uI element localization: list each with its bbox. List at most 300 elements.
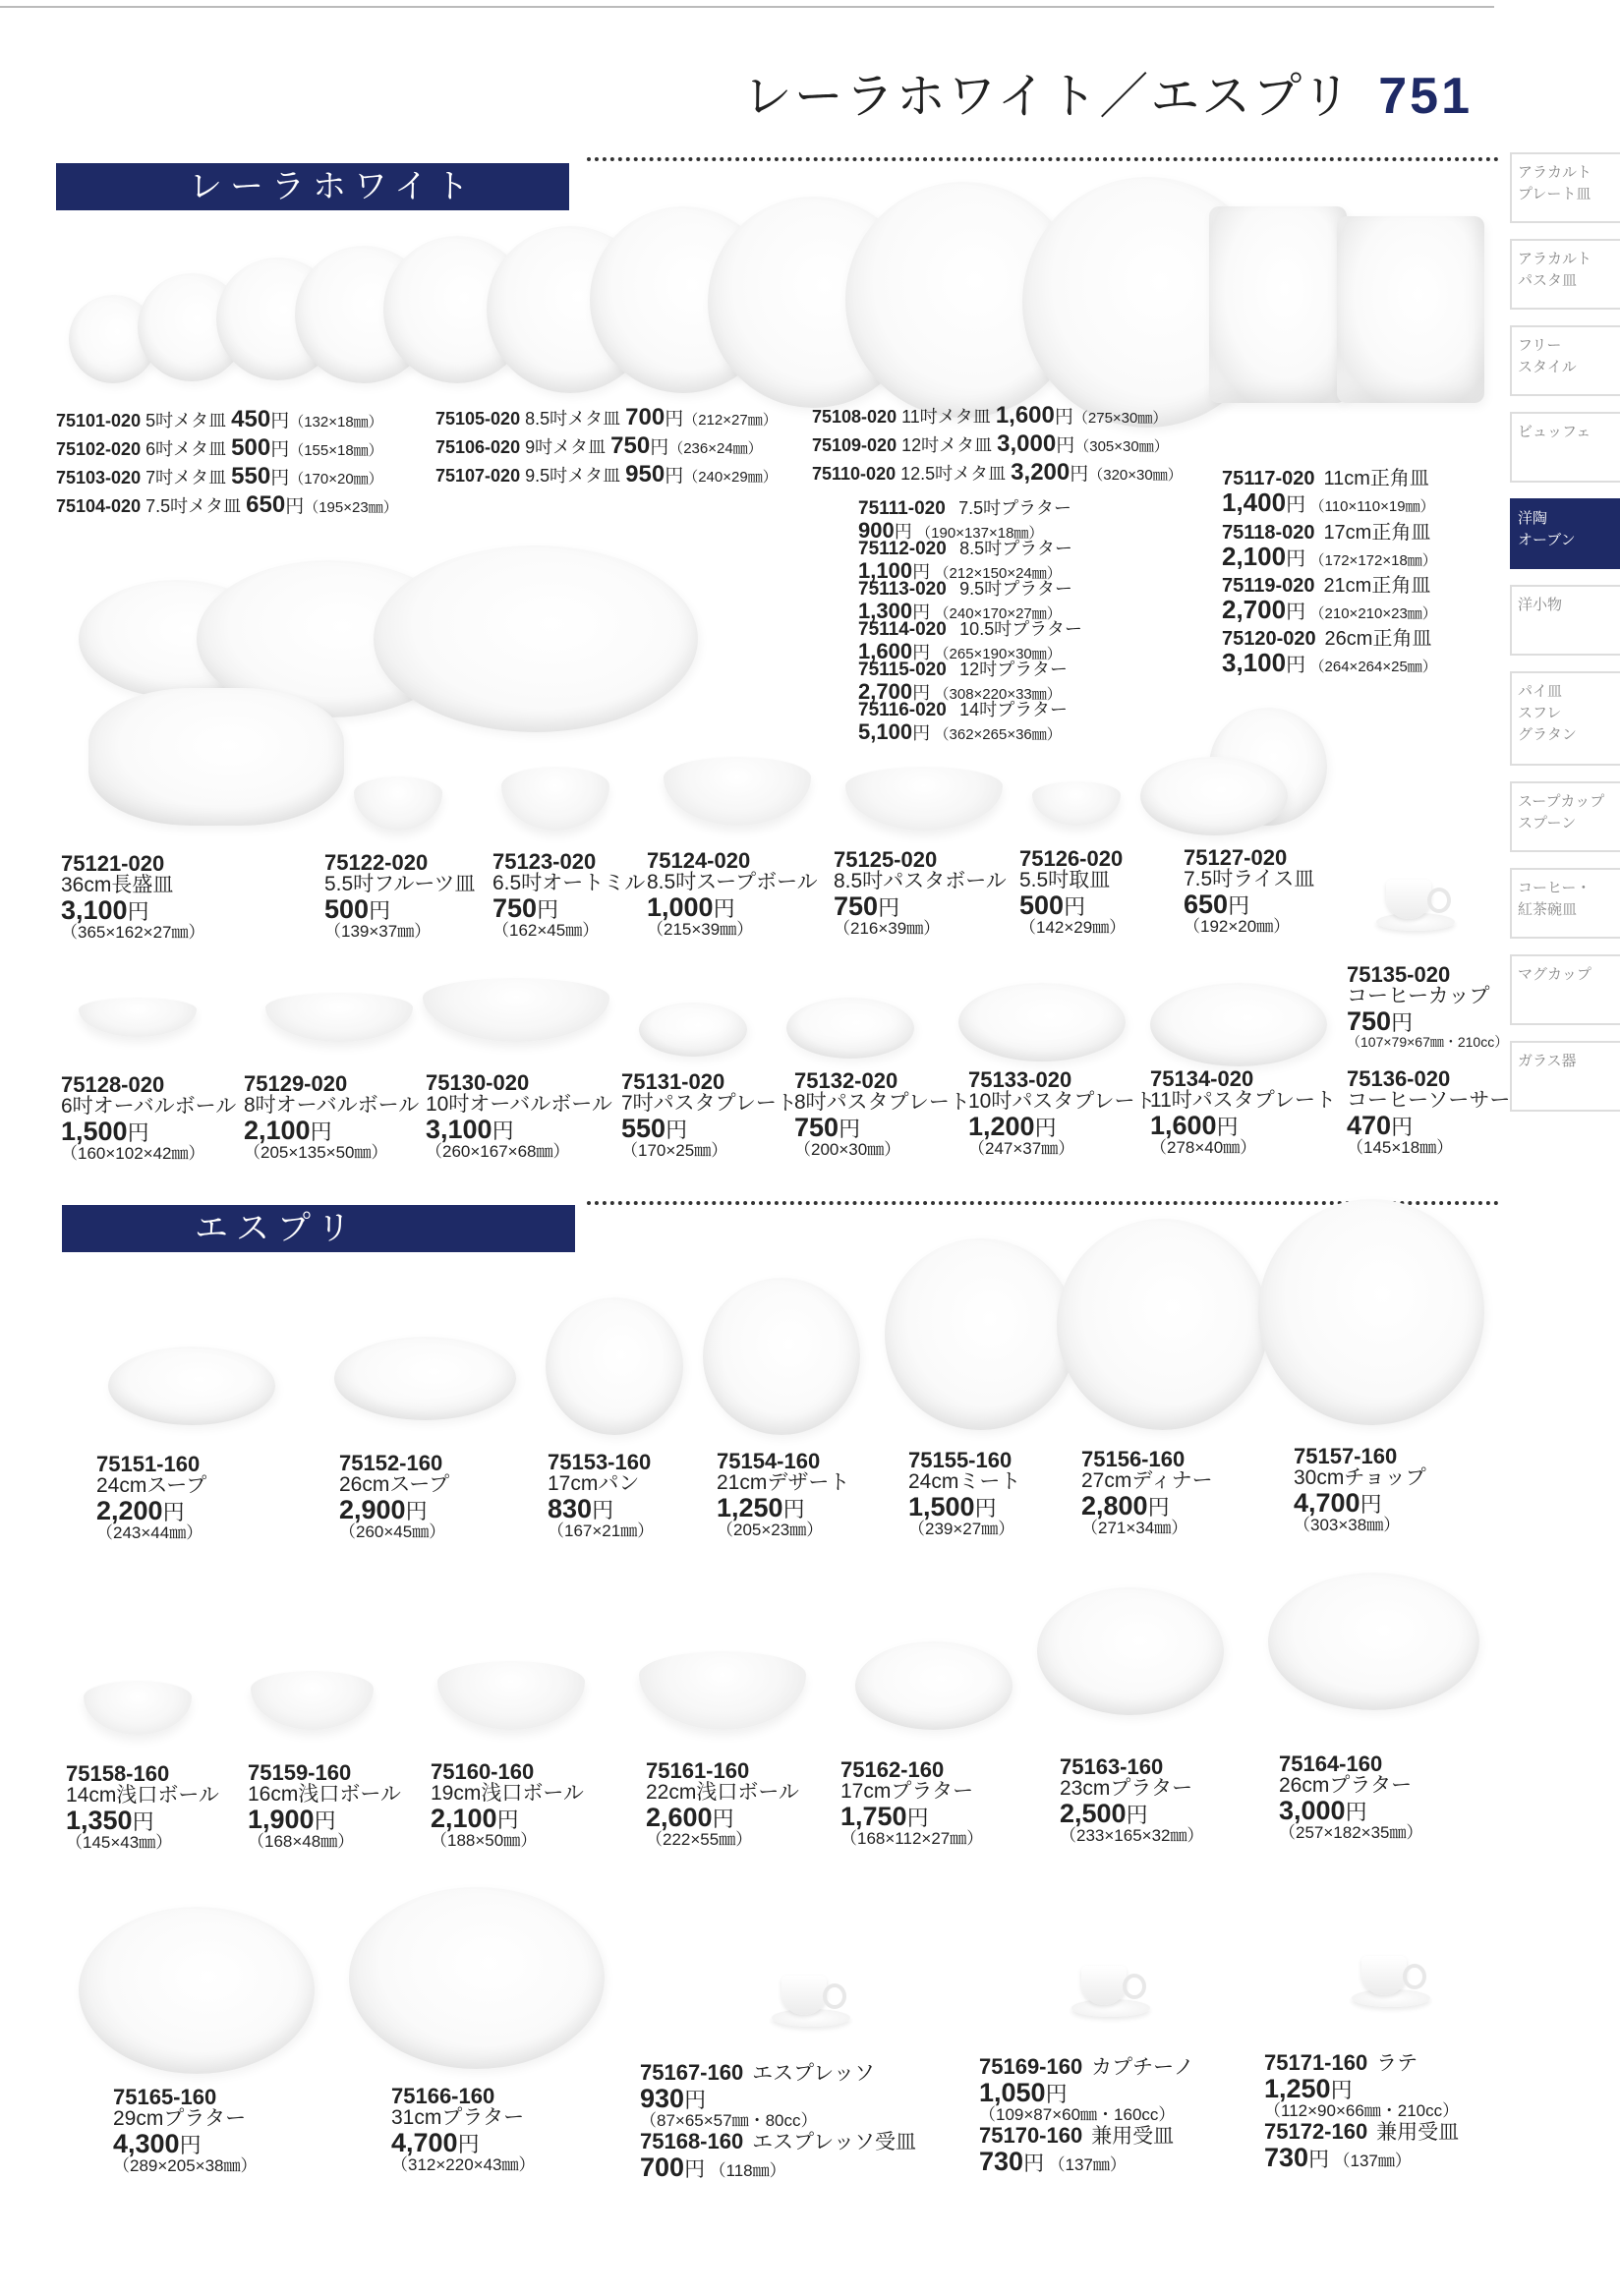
product-dimensions: （172×172×18㎜）: [1309, 552, 1437, 569]
product-code: 75104-020: [56, 496, 142, 516]
plate-photo: [885, 1238, 1076, 1430]
product-price: 470: [1347, 1111, 1392, 1141]
product-item: [621, 1070, 797, 1160]
product-code: 75106-020: [435, 437, 521, 457]
product-dimensions: （320×30㎜）: [1088, 467, 1183, 484]
yen-unit: 円: [684, 2088, 707, 2113]
list-item: [858, 701, 1068, 744]
product-name: 21cmデザート: [717, 1471, 850, 1495]
product-dimensions: （132×18㎜）: [289, 414, 383, 430]
product-name: 6.5吋オートミル: [492, 872, 646, 895]
plate-photo: [1057, 1219, 1268, 1430]
product-code: 75112-020: [858, 539, 947, 559]
product-dimensions: （312×220×43㎜）: [391, 2155, 536, 2175]
soup-plate-photo: [334, 1337, 516, 1420]
cup-item: [979, 2055, 1194, 2176]
side-tab-free-style[interactable]: [1510, 325, 1620, 396]
yen-unit: 円: [650, 437, 669, 458]
product-dimensions: （271×34㎜）: [1081, 1519, 1188, 1538]
product-item: [244, 1072, 419, 1162]
saucer-name: エスプレッソ受皿: [752, 2131, 917, 2154]
product-name: ラテ: [1376, 2052, 1418, 2075]
bowl-photo: [437, 1661, 585, 1730]
list-item: [56, 462, 383, 493]
saucer-name: 兼用受皿: [1376, 2121, 1460, 2145]
product-code: 75163-160: [1060, 1754, 1164, 1779]
product-code: 75111-020: [858, 498, 946, 519]
yen-unit: 円: [665, 1118, 688, 1143]
product-item: [391, 2085, 536, 2174]
side-index: [1510, 152, 1620, 1127]
platter-photo: [1268, 1573, 1479, 1710]
product-name: 29cmプラター: [113, 2107, 247, 2131]
product-name: 8.5吋パスタボール: [834, 870, 1007, 893]
yen-unit: 円: [1064, 894, 1086, 920]
product-code: 75133-020: [968, 1067, 1072, 1092]
yen-unit: 円: [1360, 1492, 1382, 1518]
saucer-code: 75170-160: [979, 2123, 1083, 2149]
product-price: 1,250: [1264, 2074, 1331, 2104]
product-code: 75117-020: [1222, 468, 1315, 489]
yen-unit: 円: [1345, 1800, 1367, 1825]
product-code: 75131-020: [621, 1069, 725, 1094]
yen-unit: 円: [314, 1808, 336, 1834]
product-dimensions: （264×264×25㎜）: [1309, 659, 1437, 675]
product-name: 8.5吋メタ皿: [525, 409, 621, 429]
yen-unit: 円: [1286, 494, 1306, 516]
product-dimensions: （205×135×50㎜）: [244, 1143, 388, 1163]
list-item: [812, 430, 1169, 461]
oval-bowl-photo: [423, 978, 609, 1042]
list-item: [858, 540, 1072, 583]
product-code: 75110-020: [812, 464, 897, 484]
product-dimensions: （145×18㎜）: [1347, 1138, 1454, 1158]
product-name: 8.5吋スープボール: [647, 871, 818, 894]
product-code: 75127-020: [1184, 845, 1288, 870]
product-code: 75120-020: [1222, 628, 1316, 650]
cup-shape: [1361, 1956, 1407, 1995]
product-name: 5.5吋取皿: [1019, 869, 1111, 892]
product-item: [1279, 1752, 1423, 1842]
yen-unit: 円: [127, 899, 149, 925]
side-tab-label: 洋小物: [1518, 597, 1563, 613]
plate-photo: [703, 1278, 860, 1435]
yen-unit: 円: [1308, 2149, 1330, 2172]
saucer-price: 730: [1264, 2143, 1309, 2173]
product-name: 12.5吋メタ皿: [900, 464, 1007, 484]
section-band-espri: エスプリ: [62, 1205, 575, 1252]
yen-unit: 円: [1045, 2082, 1068, 2107]
product-dimensions: （260×45㎜）: [339, 1522, 446, 1542]
product-code: 75134-020: [1150, 1066, 1254, 1091]
yen-unit: 円: [1391, 1115, 1414, 1140]
product-price: 750: [492, 893, 538, 924]
product-code: 75115-020: [858, 660, 947, 680]
product-name: 7吋メタ皿: [145, 468, 227, 488]
product-code: 75125-020: [834, 847, 938, 872]
product-name: 11cm正角皿: [1323, 468, 1429, 489]
yen-unit: 円: [1228, 893, 1250, 919]
side-tab-label: フリー スタイル: [1518, 337, 1577, 375]
yen-unit: 円: [127, 1120, 149, 1146]
product-item: [548, 1451, 654, 1540]
product-code: 75101-020: [56, 411, 142, 430]
product-item: [840, 1758, 983, 1848]
product-dimensions: （305×30㎜）: [1074, 438, 1169, 455]
side-tab-soup-cup[interactable]: [1510, 781, 1620, 852]
list-item: [435, 431, 763, 463]
product-code: 75159-160: [248, 1760, 352, 1785]
list-item: [435, 403, 778, 434]
plate-photo: [1258, 1199, 1484, 1425]
product-dimensions: （260×167×68㎜）: [426, 1142, 570, 1162]
product-name: 30cmチョップ: [1294, 1466, 1426, 1490]
yen-unit: 円: [270, 468, 290, 488]
product-price: 1,600: [1150, 1111, 1217, 1141]
product-name: 17cmパン: [548, 1472, 640, 1496]
yen-unit: 円: [270, 411, 290, 431]
product-price: 5,100: [858, 718, 913, 744]
yen-unit: 円: [665, 466, 684, 487]
product-dimensions: （192×20㎜）: [1184, 917, 1291, 937]
product-name: 21cm正角皿: [1323, 575, 1431, 597]
yen-unit: 円: [369, 898, 391, 924]
product-price: 1,750: [840, 1802, 907, 1832]
soup-plate-photo: [108, 1347, 275, 1425]
product-dimensions: （240×170×27㎜）: [934, 604, 1062, 622]
product-code: 75113-020: [858, 579, 947, 600]
product-dimensions: （265×190×30㎜）: [934, 645, 1062, 662]
product-dimensions: （107×79×67㎜・210cc）: [1347, 1034, 1509, 1051]
saucer-code: 75172-160: [1264, 2119, 1368, 2145]
product-dimensions: （162×45㎜）: [492, 921, 600, 941]
product-dimensions: （87×65×57㎜・80cc）: [640, 2111, 818, 2131]
product-price: 1,200: [968, 1112, 1035, 1142]
product-price: 2,600: [646, 1803, 713, 1833]
product-item: [431, 1760, 584, 1850]
product-item: [324, 851, 476, 941]
bowl-photo: [664, 757, 811, 826]
bowl-photo: [501, 767, 609, 831]
cup-handle-shape: [1123, 1974, 1146, 1999]
product-code: 75105-020: [435, 409, 521, 429]
side-tab-label: ガラス器: [1518, 1053, 1577, 1069]
product-name: 9.5吋メタ皿: [525, 466, 621, 486]
bowl-photo: [1032, 781, 1121, 826]
product-dimensions: （188×50㎜）: [431, 1831, 538, 1851]
list-item: [56, 405, 383, 436]
yen-unit: 円: [912, 722, 931, 743]
product-price: 1,250: [717, 1493, 783, 1523]
list-item: [812, 401, 1167, 432]
platter-photo: [79, 1907, 315, 2074]
product-name: カプチーノ: [1091, 2056, 1194, 2079]
product-item: [1019, 847, 1126, 937]
product-name: 11吋メタ皿: [901, 407, 991, 427]
product-dimensions: （210×210×23㎜）: [1309, 605, 1437, 622]
product-dimensions: （145×43㎜）: [66, 1833, 173, 1853]
product-name: 11吋パスタプレート: [1150, 1089, 1336, 1113]
side-tab-a-la-carte-plate[interactable]: [1510, 152, 1620, 223]
yen-unit: 円: [1216, 1115, 1239, 1140]
product-code: 75132-020: [794, 1068, 898, 1093]
product-item: [1081, 1448, 1213, 1537]
cup-item: [640, 2061, 916, 2182]
product-name: 5.5吋フルーツ皿: [324, 873, 476, 896]
yen-unit: 円: [162, 1500, 185, 1525]
product-item: [717, 1450, 849, 1539]
product-price: 450: [231, 406, 271, 432]
product-name: 14吋プラター: [959, 700, 1069, 719]
side-tab-glass[interactable]: [1510, 1041, 1620, 1112]
product-name: 12吋メタ皿: [901, 435, 993, 455]
product-item: [1060, 1755, 1204, 1845]
yen-unit: 円: [1054, 407, 1073, 428]
product-dimensions: （362×265×36㎜）: [934, 725, 1062, 743]
product-code: 75152-160: [339, 1451, 443, 1475]
product-name: 7.5吋プラター: [958, 498, 1071, 518]
saucer-dimensions: （118㎜）: [709, 2161, 786, 2181]
product-price: 900: [858, 517, 895, 543]
top-rule: [0, 6, 1494, 8]
yen-unit: 円: [1126, 1803, 1148, 1828]
product-name: 23cmプラター: [1060, 1777, 1193, 1801]
product-item: [646, 1759, 799, 1849]
product-item: [426, 1071, 612, 1161]
product-item: [968, 1068, 1156, 1158]
page-header: [743, 57, 1473, 128]
list-item: [812, 458, 1183, 489]
page-title: レーラホワイト／エスプリ: [742, 69, 1354, 124]
yen-unit: 円: [839, 1117, 861, 1142]
product-price: 1,600: [995, 402, 1055, 429]
saucer-price: 700: [640, 2152, 685, 2183]
yen-unit: 円: [1286, 602, 1306, 623]
product-code: 75161-160: [646, 1758, 750, 1783]
saucer-name: 兼用受皿: [1091, 2125, 1175, 2149]
yen-unit: 円: [974, 1496, 997, 1521]
product-dimensions: （112×90×66㎜・210cc）: [1264, 2101, 1460, 2121]
product-name: 31cmプラター: [391, 2106, 525, 2130]
section-divider: [587, 157, 1499, 161]
product-price: 1,350: [66, 1806, 133, 1836]
product-price: 550: [231, 463, 271, 489]
product-price: 2,900: [339, 1495, 406, 1525]
product-price: 2,700: [858, 678, 913, 704]
product-code: 75102-020: [56, 439, 142, 459]
product-name: 36cm長盛皿: [61, 874, 174, 897]
platter-photo: [349, 1887, 605, 2069]
yen-unit: 円: [179, 2133, 202, 2158]
product-price: 1,100: [858, 557, 913, 583]
product-name: コーヒーカップ: [1347, 985, 1490, 1008]
platter-photo: [374, 545, 698, 732]
product-name: 9.5吋プラター: [959, 579, 1073, 599]
product-price: 2,700: [1222, 595, 1287, 624]
saucer-dimensions: （137㎜）: [1333, 2152, 1412, 2171]
platter-photo: [855, 1641, 1012, 1730]
cup-handle-shape: [823, 1983, 846, 2009]
product-code: 75116-020: [858, 700, 947, 720]
product-code: 75124-020: [647, 848, 751, 873]
square-plate-photo: [1209, 206, 1347, 403]
product-code: 75128-020: [61, 1072, 165, 1097]
yen-unit: 円: [1330, 2078, 1353, 2103]
product-price: 500: [324, 894, 370, 925]
product-item: [1184, 846, 1314, 936]
product-price: 1,050: [979, 2078, 1046, 2108]
product-name: 26cmプラター: [1279, 1774, 1413, 1798]
yen-unit: 円: [270, 439, 290, 460]
side-tab-label: アラカルト パスタ皿: [1518, 251, 1592, 289]
yen-unit: 円: [782, 1497, 805, 1522]
product-name: 5吋メタ皿: [145, 411, 227, 430]
product-code: 75108-020: [812, 407, 897, 427]
list-item: [858, 499, 1071, 543]
yen-unit: 円: [1286, 655, 1306, 676]
product-price: 550: [621, 1114, 666, 1144]
product-name: 6吋メタ皿: [145, 439, 227, 459]
product-dimensions: （240×29㎜）: [683, 469, 778, 486]
product-dimensions: （205×23㎜）: [717, 1521, 824, 1540]
side-tab-pie-souffle-gratin[interactable]: [1510, 671, 1620, 766]
yen-unit: 円: [405, 1499, 428, 1524]
latte-cup-photo: [1352, 1956, 1440, 2015]
product-code: 75154-160: [717, 1449, 821, 1473]
product-name: 26cmスープ: [339, 1473, 450, 1497]
side-tab-coffee-tea[interactable]: [1510, 868, 1620, 939]
long-plate-photo: [88, 688, 344, 826]
list-item: [435, 460, 778, 491]
side-tab-western-small[interactable]: [1510, 585, 1620, 656]
bowl-photo: [354, 776, 442, 831]
side-tab-label: ビュッフェ: [1518, 424, 1591, 440]
product-price: 930: [640, 2084, 685, 2114]
product-dimensions: （239×27㎜）: [908, 1520, 1015, 1539]
product-item: [492, 850, 645, 940]
product-name: 10.5吋プラター: [959, 619, 1083, 639]
bowl-photo: [251, 1671, 374, 1730]
product-price: 1,600: [858, 638, 913, 663]
product-code: 75114-020: [858, 619, 947, 640]
product-price: 3,100: [426, 1115, 492, 1145]
yen-unit: 円: [285, 496, 305, 517]
yen-unit: 円: [496, 1808, 519, 1833]
product-price: 1,300: [858, 598, 913, 623]
yen-unit: 円: [665, 409, 684, 430]
list-item: [1222, 523, 1437, 570]
product-price: 750: [610, 432, 651, 459]
product-item: [1347, 963, 1508, 1050]
product-name: 7吋パスタプレート: [621, 1092, 797, 1116]
yen-unit: 円: [906, 1806, 929, 1831]
list-item: [858, 660, 1068, 704]
yen-unit: 円: [1070, 464, 1089, 485]
yen-unit: 円: [1034, 1116, 1057, 1141]
product-code: 75123-020: [492, 849, 597, 874]
side-tab-label: アラカルト プレート皿: [1518, 164, 1592, 202]
side-tab-label: コーヒー・ 紅茶碗皿: [1518, 880, 1591, 918]
product-name: 10吋パスタプレート: [968, 1090, 1156, 1114]
yen-unit: 円: [713, 896, 735, 922]
yen-unit: 円: [1286, 548, 1306, 570]
list-item: [56, 433, 383, 465]
side-tab-western-oven[interactable]: [1510, 498, 1620, 569]
bowl-photo: [639, 1651, 806, 1730]
product-dimensions: （155×18㎜）: [289, 442, 383, 459]
yen-unit: 円: [1056, 435, 1075, 456]
product-item: [339, 1452, 449, 1541]
product-item: [61, 1073, 236, 1163]
product-code: 75136-020: [1347, 1066, 1451, 1091]
plate-photo: [546, 1297, 683, 1435]
product-item: [61, 852, 205, 942]
product-dimensions: （190×137×18㎜）: [916, 524, 1044, 542]
product-dimensions: （247×37㎜）: [968, 1139, 1075, 1159]
product-name: 24cmミート: [908, 1470, 1021, 1494]
product-code: 75126-020: [1019, 846, 1124, 871]
product-name: 8吋パスタプレート: [794, 1091, 970, 1115]
saucer-dimensions: （137㎜）: [1048, 2155, 1127, 2175]
side-tab-a-la-carte-pasta[interactable]: [1510, 239, 1620, 310]
product-dimensions: （257×182×35㎜）: [1279, 1823, 1423, 1843]
section-band-rela-white: レーラホワイト: [56, 163, 569, 210]
product-dimensions: （109×87×60㎜・160cc）: [979, 2105, 1176, 2125]
product-price: 4,700: [1294, 1488, 1360, 1519]
side-tab-mug[interactable]: [1510, 954, 1620, 1025]
product-name: 8吋オーバルボール: [244, 1094, 420, 1118]
product-code: 75107-020: [435, 466, 521, 486]
product-item: [834, 848, 1007, 938]
product-dimensions: （168×112×27㎜）: [840, 1829, 984, 1849]
oval-bowl-photo: [79, 998, 197, 1037]
product-dimensions: （170×25㎜）: [621, 1141, 728, 1161]
product-dimensions: （365×162×27㎜）: [61, 923, 205, 943]
product-code: 75153-160: [548, 1450, 652, 1474]
product-code: 75157-160: [1294, 1444, 1398, 1468]
side-tab-buffet[interactable]: [1510, 412, 1620, 483]
oval-bowl-photo: [265, 993, 413, 1042]
product-dimensions: （216×39㎜）: [834, 919, 941, 939]
product-price: 3,200: [1011, 459, 1070, 486]
product-name: 7.5吋メタ皿: [145, 496, 242, 516]
product-name: 16cm浅口ボール: [248, 1783, 401, 1807]
product-price: 500: [1019, 890, 1065, 921]
product-dimensions: （160×102×42㎜）: [61, 1144, 205, 1164]
list-item: [1222, 629, 1437, 676]
product-dimensions: （142×29㎜）: [1019, 918, 1127, 938]
yen-unit: 円: [912, 642, 931, 662]
product-price: 2,200: [96, 1496, 163, 1526]
product-code: 75109-020: [812, 435, 897, 455]
product-code: 75121-020: [61, 851, 165, 876]
yen-unit: 円: [894, 521, 912, 542]
product-code: 75158-160: [66, 1761, 170, 1786]
product-name: 17cmプラター: [840, 1780, 974, 1804]
platter-photo: [1037, 1587, 1224, 1715]
saucer-code: 75168-160: [640, 2129, 744, 2154]
product-price: 2,500: [1060, 1799, 1127, 1829]
product-price: 2,100: [431, 1804, 497, 1834]
product-name: 10吋オーバルボール: [426, 1093, 612, 1117]
yen-unit: 円: [912, 682, 931, 703]
product-item: [908, 1449, 1020, 1538]
product-code: 75162-160: [840, 1757, 945, 1782]
product-code: 75171-160: [1264, 2050, 1368, 2075]
side-tab-label: マグカップ: [1518, 966, 1591, 983]
product-name: 8.5吋プラター: [959, 539, 1073, 558]
product-dimensions: （308×220×33㎜）: [934, 685, 1062, 703]
